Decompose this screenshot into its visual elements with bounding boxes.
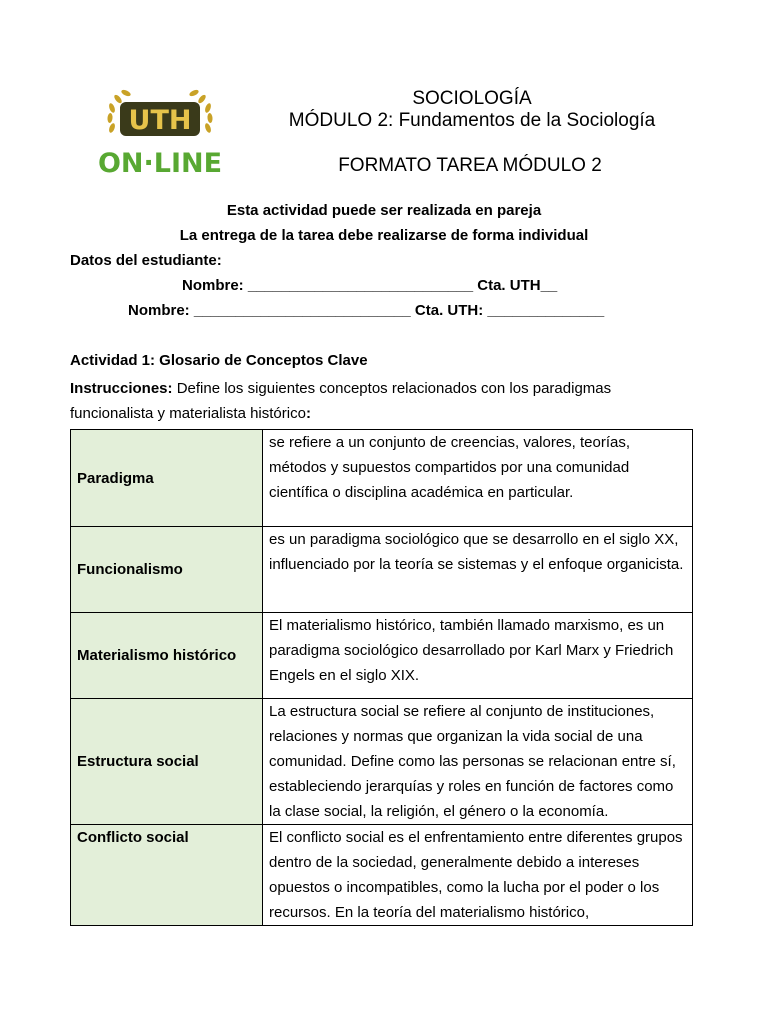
instructions bbox=[70, 376, 670, 426]
uth-online-logo bbox=[98, 88, 222, 180]
student-name-line-1: Nombre: ___________________________ Cta. UTH__ bbox=[182, 277, 558, 294]
svg-text:UTH: UTH bbox=[128, 105, 192, 136]
student-data-label: Datos del estudiante: bbox=[70, 252, 222, 269]
definition-cell: se refiere a un conjunto de creencias, valores, teorías, métodos y supuestos compartidos por una comunidad científica o disciplina académica en particular. bbox=[263, 430, 693, 527]
instructions-label: Instrucciones: bbox=[70, 380, 173, 397]
activity-title: Actividad 1: Glosario de Conceptos Clave bbox=[70, 352, 368, 369]
laurel-wreath-icon bbox=[98, 88, 222, 180]
svg-text:ON·LINE: ON·LINE bbox=[98, 148, 222, 179]
pair-note: Esta actividad puede ser realizada en pareja bbox=[226, 202, 542, 219]
term-cell: Paradigma bbox=[71, 430, 263, 527]
individual-note: La entrega de la tarea debe realizarse de forma individual bbox=[179, 227, 589, 244]
definition-cell: El conflicto social es el enfrentamiento entre diferentes grupos dentro de la sociedad, generalmente debido a intereses opuestos o incompatibles, como la lucha por el poder o los recursos. En la teoría del materialismo histórico, bbox=[263, 825, 693, 926]
term-cell: Materialismo histórico bbox=[71, 613, 263, 699]
instructions-end: : bbox=[305, 405, 311, 422]
format-title: FORMATO TAREA MÓDULO 2 bbox=[338, 155, 602, 176]
instructions-text: Define los siguientes conceptos relacionados con los paradigmas funcionalista y materialista histórico bbox=[70, 380, 612, 422]
definition-cell: La estructura social se refiere al conjunto de instituciones, relaciones y normas que organizan la vida social de una comunidad. Define como las personas se relacionan entre sí, estableciendo jerarquías y roles en función de factores como la clase social, la religión, el género o la economía. bbox=[263, 699, 693, 825]
term-cell: Funcionalismo bbox=[71, 527, 263, 613]
glossary-table bbox=[70, 429, 693, 926]
module-title: MÓDULO 2: Fundamentos de la Sociología bbox=[288, 110, 656, 131]
term-cell: Estructura social bbox=[71, 699, 263, 825]
definition-cell: es un paradigma sociológico que se desarrollo en el siglo XX, influenciado por la teoría se sistemas y el enfoque organicista. bbox=[263, 527, 693, 613]
subject-title: SOCIOLOGÍA bbox=[412, 88, 532, 109]
table-row bbox=[71, 825, 693, 926]
term-cell: Conflicto social bbox=[71, 825, 263, 926]
student-name-line-2: Nombre: __________________________ Cta. UTH: ______________ bbox=[128, 302, 605, 319]
table-row bbox=[71, 699, 693, 825]
table-row bbox=[71, 430, 693, 527]
table-row bbox=[71, 527, 693, 613]
table-row bbox=[71, 613, 693, 699]
definition-cell: El materialismo histórico, también llamado marxismo, es un paradigma sociológico desarrollado por Karl Marx y Friedrich Engels en el siglo XIX. bbox=[263, 613, 693, 699]
